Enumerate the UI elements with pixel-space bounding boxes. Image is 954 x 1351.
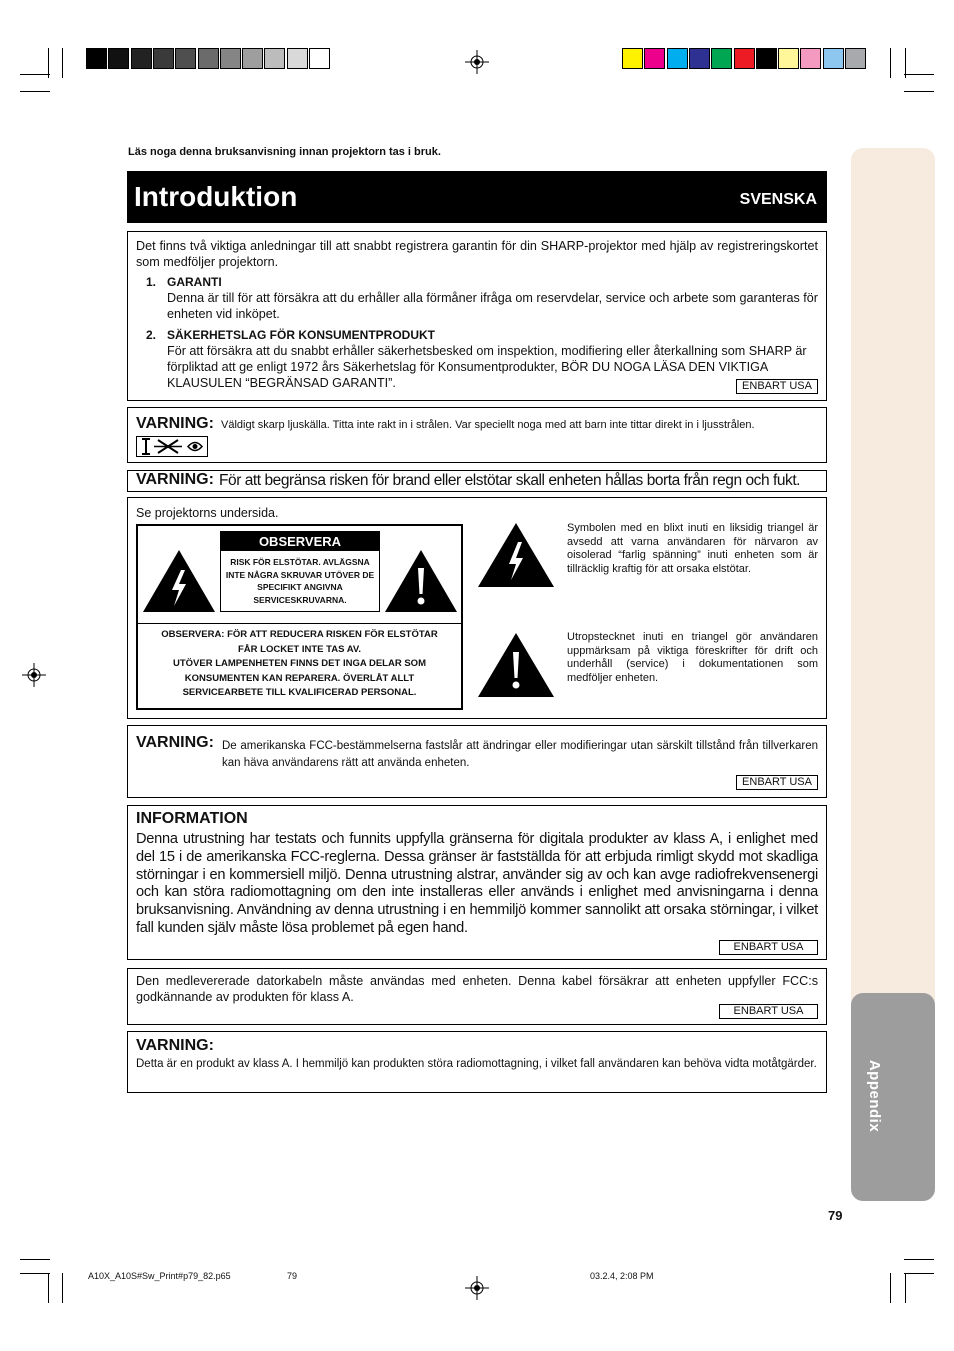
color-swatch	[800, 48, 821, 69]
cable-text: Den medlevererade datorkabeln måste användas med enheten. Denna kabel försäkrar att enheten uppfyller FCC:s godkännande av produkten för klass A.	[136, 974, 818, 1004]
color-swatch	[198, 48, 219, 69]
language-label: SVENSKA	[739, 191, 817, 208]
observera-text: RISK FÖR ELSTÖTAR. AVLÄGSNA INTE NÅGRA SKRUVAR UTÖVER DE SPECIFIKT ANGIVNA SERVICESKRUVARNA.	[225, 557, 375, 605]
registration-mark-icon	[465, 50, 489, 74]
color-swatch	[153, 48, 174, 69]
warranty-item1-text: Denna är till för att försäkra att du erhåller alla förmåner ifråga om reservdelar, service och arbete som garanteras för enheten vid inköpet.	[167, 291, 818, 321]
enbart-usa-tag: ENBART USA	[736, 775, 818, 790]
lightning-symbol-icon	[477, 522, 555, 588]
registration-mark-icon	[465, 1276, 489, 1300]
color-swatch	[778, 48, 799, 69]
color-swatch	[823, 48, 844, 69]
color-swatch	[845, 48, 866, 69]
exclamation-warning-icon	[383, 548, 459, 614]
page-number: 79	[828, 1208, 843, 1223]
caution-line-1: OBSERVERA: FÖR ATT REDUCERA RISKEN FÖR ELSTÖTAR	[161, 629, 438, 640]
exclamation-symbol-icon	[477, 632, 555, 698]
warranty-item2-title: SÄKERHETSLAG FÖR KONSUMENTPRODUKT	[167, 328, 436, 342]
color-swatch	[175, 48, 196, 69]
no-stare-icon	[136, 436, 208, 457]
information-text: Denna utrustning har testats och funnits uppfylla gränserna för digitala produkter av klass A, i enlighet med del 15 i de amerikanska FCC-reglerna. Dessa gränser är fastställda för att erbjuda rimligt skydd mot skadliga störningar i en kommersiell miljö. Denna utrustning alstrar, använder sig av och kan avge radiofrekvensenergi och kan störa radiomottagning om den inte installeras eller används i enlighet med anvisningarna i denna bruksanvisning. Användning av denna utrustning i en hemmiljö kommer sannolikt att orsaka störningar, i vilket fall kunden själv måste lösa problemet på egen hand.	[136, 831, 818, 936]
exclamation-description: Utropstecknet inuti en triangel gör användaren uppmärksam på viktiga föreskrifter för drift och underhåll (service) i dokumentationen som medföljer enheten.	[567, 631, 818, 684]
warranty-item1-number: 1.	[146, 275, 157, 289]
warning-rain-text: För att begränsa risken för brand eller elstötar skall enheten hållas borta från regn och fukt.	[219, 472, 801, 489]
registration-mark-icon	[22, 663, 46, 687]
side-tab-background	[851, 148, 935, 1008]
information-heading: INFORMATION	[136, 810, 248, 827]
color-swatch	[644, 48, 665, 69]
caution-line-5: SERVICEARBETE TILL KVALIFICERAD PERSONAL.	[182, 687, 417, 698]
observera-title: OBSERVERA	[221, 532, 379, 551]
lightning-description: Symbolen med en blixt inuti en liksidig triangel är avsedd att varna användaren för närvaron av oisolerad “farlig spänning” inuti enheten som är tillräcklig kraftig för att orsaka elstötar.	[567, 522, 818, 575]
warranty-item1-title: GARANTI	[167, 275, 222, 289]
warning-fcc-text: De amerikanska FCC-bestämmelserna fastslår att ändringar eller modifieringar utan särskilt tillstånd från tillverkaren kan häva användarens rätt att använda enheten.	[222, 740, 818, 769]
color-swatch	[86, 48, 107, 69]
warranty-intro: Det finns två viktiga anledningar till att snabbt registrera garantin för din SHARP-projektor med hjälp av registreringskortet som medföljer projektorn.	[136, 239, 818, 269]
enbart-usa-tag: ENBART USA	[719, 1004, 818, 1019]
footer-page: 79	[287, 1271, 298, 1281]
color-swatch	[242, 48, 263, 69]
caution-label-divider	[138, 623, 461, 624]
color-swatch	[622, 48, 643, 69]
color-swatch	[220, 48, 241, 69]
color-swatch	[131, 48, 152, 69]
header-note: Läs noga denna bruksanvisning innan projektorn tas i bruk.	[128, 146, 441, 158]
warning-light-box	[127, 407, 827, 463]
see-underside-note: Se projektorns undersida.	[136, 506, 279, 520]
color-swatch	[309, 48, 330, 69]
warning-label: VARNING:	[136, 415, 214, 432]
color-swatch	[756, 48, 777, 69]
color-swatch	[667, 48, 688, 69]
lightning-warning-icon	[141, 548, 217, 614]
warning-label: VARNING:	[136, 734, 214, 751]
side-tab-label: Appendix	[866, 1059, 883, 1133]
caution-line-4: KONSUMENTEN KAN REPARERA. ÖVERLÅT ALLT	[184, 673, 415, 684]
footer-date: 03.2.4, 2:08 PM	[590, 1271, 654, 1281]
page-title: Introduktion	[134, 181, 298, 212]
caution-line-3: UTÖVER LAMPENHETEN FINNS DET INGA DELAR SOM	[173, 658, 426, 669]
warning-light-text: Väldigt skarp ljuskälla. Titta inte rakt in i strålen. Var speciellt noga med att barn inte tittar direkt in i ljusstrålen.	[221, 419, 755, 431]
enbart-usa-tag: ENBART USA	[719, 940, 818, 955]
enbart-usa-tag: ENBART USA	[736, 379, 818, 394]
color-swatch	[108, 48, 129, 69]
caution-line-2: FÅR LOCKET INTE TAS AV.	[238, 644, 361, 655]
warning-label: VARNING:	[136, 1037, 214, 1054]
color-swatch	[287, 48, 308, 69]
warranty-item2-text: För att försäkra att du snabbt erhåller säkerhetsbesked om inspektion, modifiering eller återkallning som SHARP är förpliktad att ge enligt 1972 års Säkerhetslag för Konsumentprodukter, BÖR DU NOGA LÄSA DEN VIKTIGA KLAUSULEN “BEGRÄNSAD GARANTI”.	[167, 344, 807, 390]
color-swatch	[734, 48, 755, 69]
warning-label: VARNING:	[136, 471, 214, 488]
color-swatch	[689, 48, 710, 69]
warranty-item2-number: 2.	[146, 328, 157, 342]
footer-filename: A10X_A10S#Sw_Print#p79_82.p65	[88, 1271, 231, 1281]
color-swatch	[711, 48, 732, 69]
color-swatch	[264, 48, 285, 69]
warning-classa-text: Detta är en produkt av klass A. I hemmiljö kan produkten störa radiomottagning, i vilket fall användaren kan behöva vidta motåtgärder.	[136, 1058, 817, 1070]
